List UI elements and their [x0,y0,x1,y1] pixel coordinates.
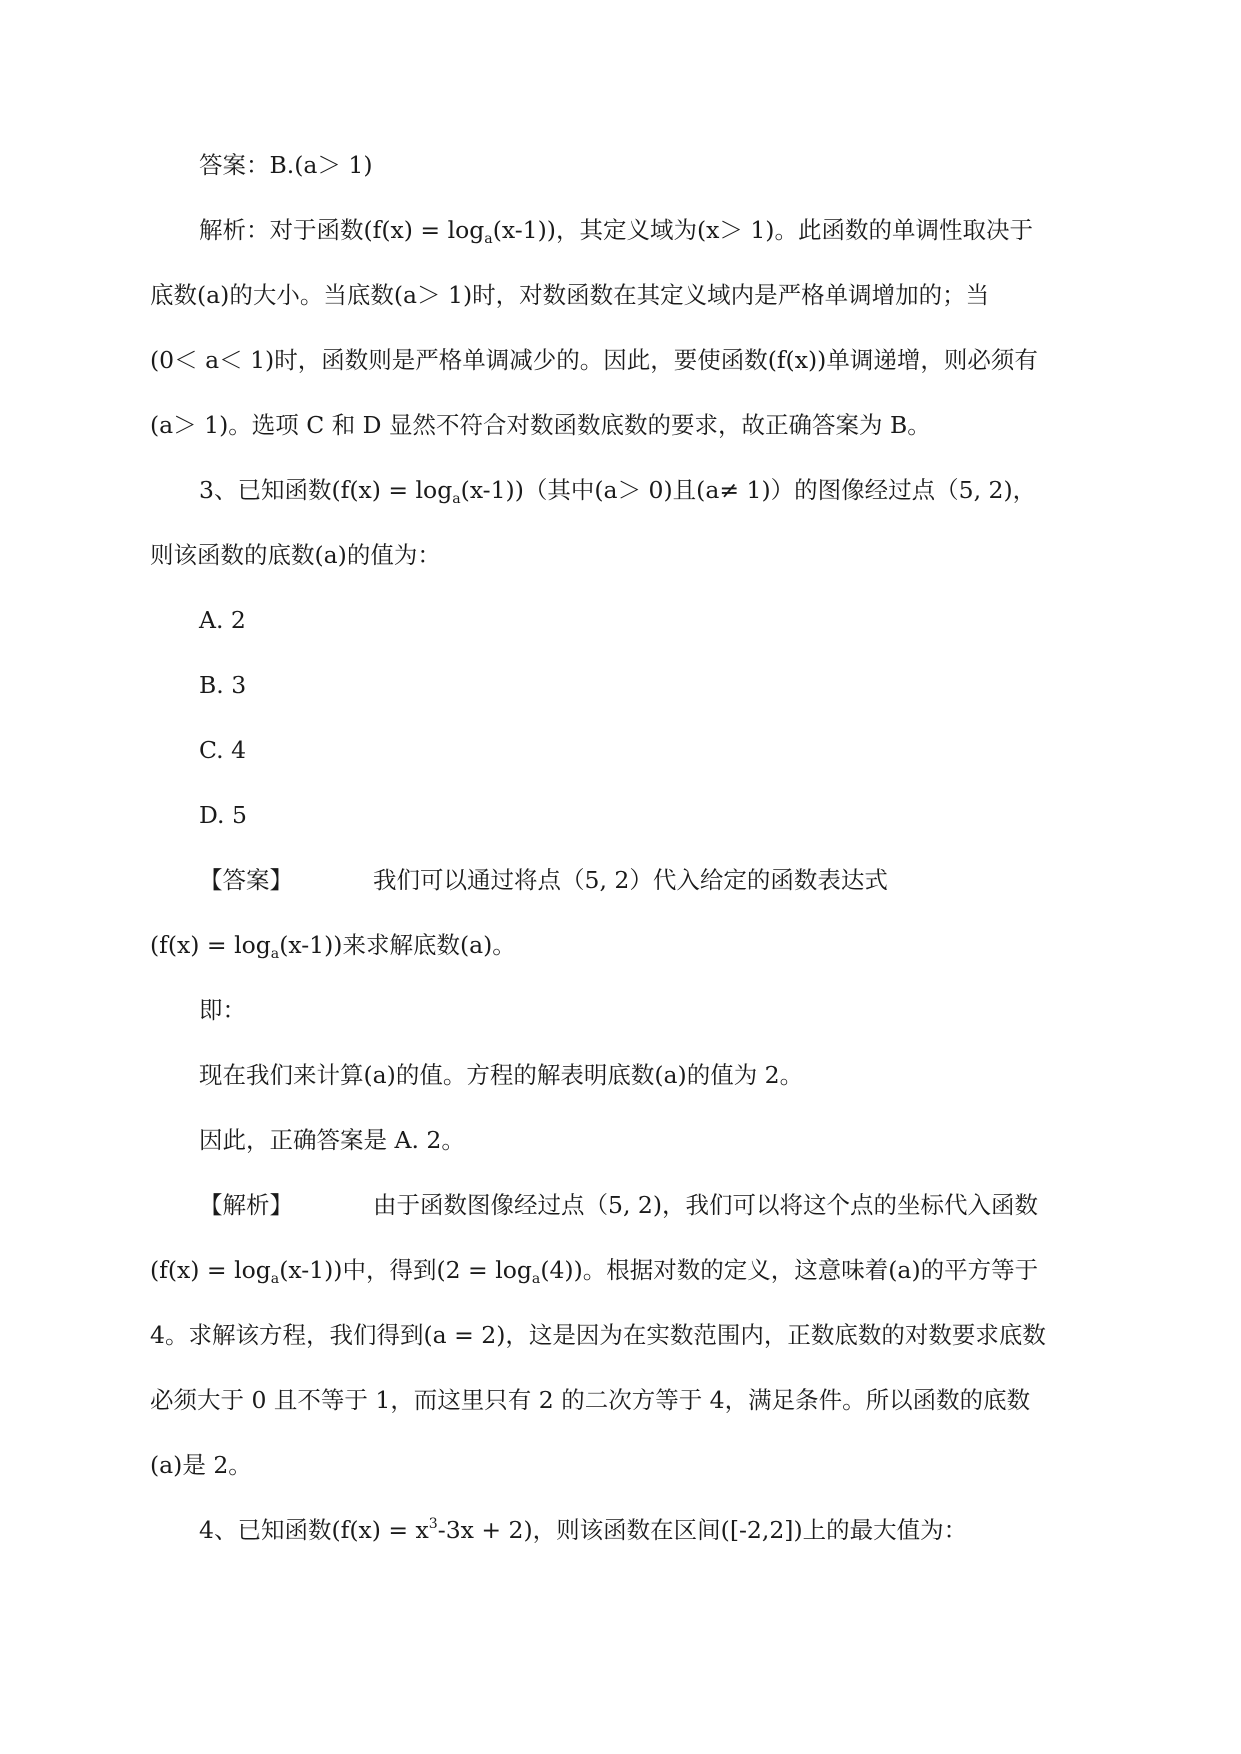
option-b: B. 3 [199,671,247,699]
explanation-q2-line-3: (0＜ a＜ 1)时，函数则是严格单调减少的。因此，要使函数(f(x))单调递增，则必须有 [150,346,1038,374]
question-3-line-2: 则该函数的底数(a)的值为： [150,541,441,569]
answer-q3-line-3: 即： [199,996,246,1024]
question-4: 4、已知函数$(f(x) = x^3-3x + 2)$，则该函数在区间([-2,2])上的最大值为： [199,1516,968,1544]
option-c: C. 4 [199,736,247,764]
explanation-q3-line-4: 必须大于 0 且不等于 1，而这里只有 2 的二次方等于 4，满足条件。所以函数的底数 [150,1386,1031,1414]
explanation-q3-line-1: 【解析】 由于函数图像经过点（5, 2)，我们可以将这个点的坐标代入函数 [199,1191,1039,1219]
explanation-q2-line-4: (a＞ 1)。选项 C 和 D 显然不符合对数函数底数的要求，故正确答案为 B。 [150,411,931,439]
answer-q3-line-4: 现在我们来计算(a)的值。方程的解表明底数(a)的值为 2。 [199,1061,804,1089]
explanation-q3-line-5: (a)是 2。 [150,1451,252,1479]
question-3-line-1: 3、已知函数$(f(x) = \log_a(x-1))$（其中(a＞ 0)且(a≠ 1)）的图像经过点（5, 2)， [199,476,1037,507]
answer-tag: 【答案】 [199,866,293,894]
answer-q2: 答案：B.(a＞ 1) [199,151,373,179]
explanation-q2-line-1: 解析：对于函数$(f(x) = \log_a(x-1))$，其定义域为(x＞ 1)。此函数的单调性取决于 [199,216,1033,247]
option-a: A. 2 [199,606,246,634]
option-d: D. 5 [199,801,247,829]
answer-q3-line-1: 【答案】 我们可以通过将点（5, 2）代入给定的函数表达式 [199,866,888,894]
explanation-q3-line-2: $(f(x) = \log_a(x-1))$中，得到$(2 = \log_a(4))$。根据对数的定义，这意味着(a)的平方等于 [150,1256,1039,1287]
explanation-tag: 【解析】 [199,1191,293,1219]
answer-q3-line-2: $(f(x) = \log_a(x-1))$来求解底数(a)。 [150,931,516,962]
answer-q3-line-5: 因此，正确答案是 A. 2。 [199,1126,465,1154]
explanation-q3-line-3: 4。求解该方程，我们得到(a = 2)，这是因为在实数范围内，正数底数的对数要求底数 [150,1321,1046,1349]
explanation-q2-line-2: 底数(a)的大小。当底数(a＞ 1)时，对数函数在其定义域内是严格单调增加的；当 [150,281,990,309]
